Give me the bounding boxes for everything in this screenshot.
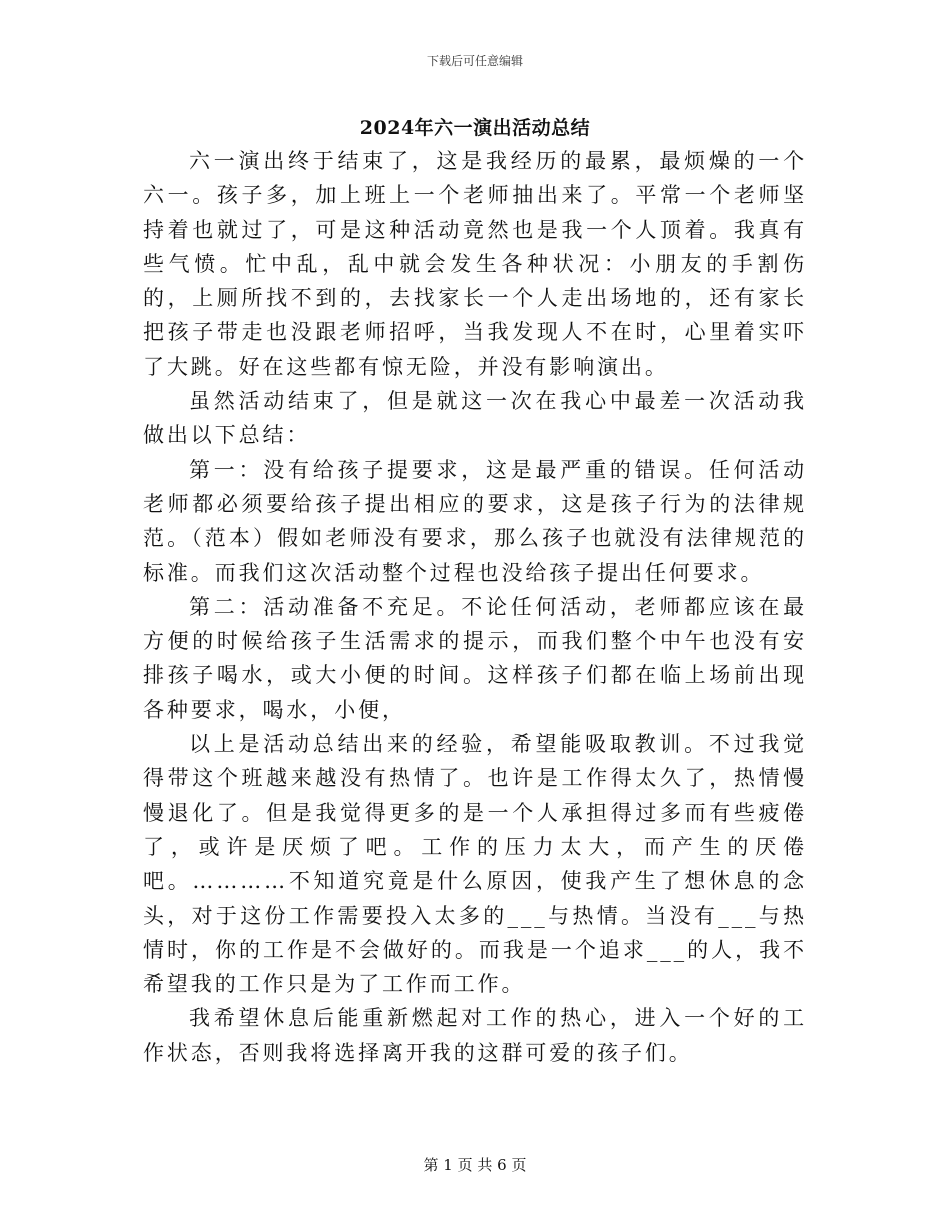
paragraph-5: 以上是活动总结出来的经验，希望能吸取教训。不过我觉得带这个班越来越没有热情了。也许是工作得太久了，热情慢慢退化了。但是我觉得更多的是一个人承担得过多而有些疲倦了，或许是厌烦了吧。工作的压力太大，而产生的厌倦吧。…………不知道究竟是什么原因，使我产生了想休息的念头，对于这份工作需要投入太多的___与热情。当没有___与热情时，你的工作是不会做好的。而我是一个追求___的人，我不希望我的工作只是为了工作而工作。 xyxy=(143,732,807,997)
paragraph-3: 第一：没有给孩子提要求，这是最严重的错误。任何活动老师都必须要给孩子提出相应的要求，这是孩子行为的法律规范。（范本）假如老师没有要求，那么孩子也就没有法律规范的标准。而我们这次活动整个过程也没给孩子提出任何要求。 xyxy=(143,457,807,585)
paragraph-6: 我希望休息后能重新燃起对工作的热心，进入一个好的工作状态，否则我将选择离开我的这群可爱的孩子们。 xyxy=(143,1006,807,1065)
download-note: 下载后可任意编辑 xyxy=(426,54,523,68)
paragraph-1: 六一演出终于结束了，这是我经历的最累，最烦燥的一个六一。孩子多，加上班上一个老师抽出来了。平常一个老师坚持着也就过了，可是这种活动竟然也是我一个人顶着。我真有些气愤。忙中乱，乱中就会发生各种状况：小朋友的手割伤的，上厕所找不到的，去找家长一个人走出场地的，还有家长把孩子带走也没跟老师招呼，当我发现人不在时，心里着实吓了大跳。好在这些都有惊无险，并没有影响演出。 xyxy=(143,149,807,379)
paragraph-4: 第二：活动准备不充足。不论任何活动，老师都应该在最方便的时候给孩子生活需求的提示，而我们整个中午也没有安排孩子喝水，或大小便的时间。这样孩子们都在临上场前出现各种要求，喝水，小便， xyxy=(143,594,807,722)
paragraph-2: 虽然活动结束了，但是就这一次在我心中最差一次活动我做出以下总结： xyxy=(143,389,807,448)
document-title: 2024年六一演出活动总结 xyxy=(359,117,591,139)
document-body xyxy=(143,144,807,1070)
page-number: 第 1 页 共 6 页 xyxy=(423,1156,527,1174)
